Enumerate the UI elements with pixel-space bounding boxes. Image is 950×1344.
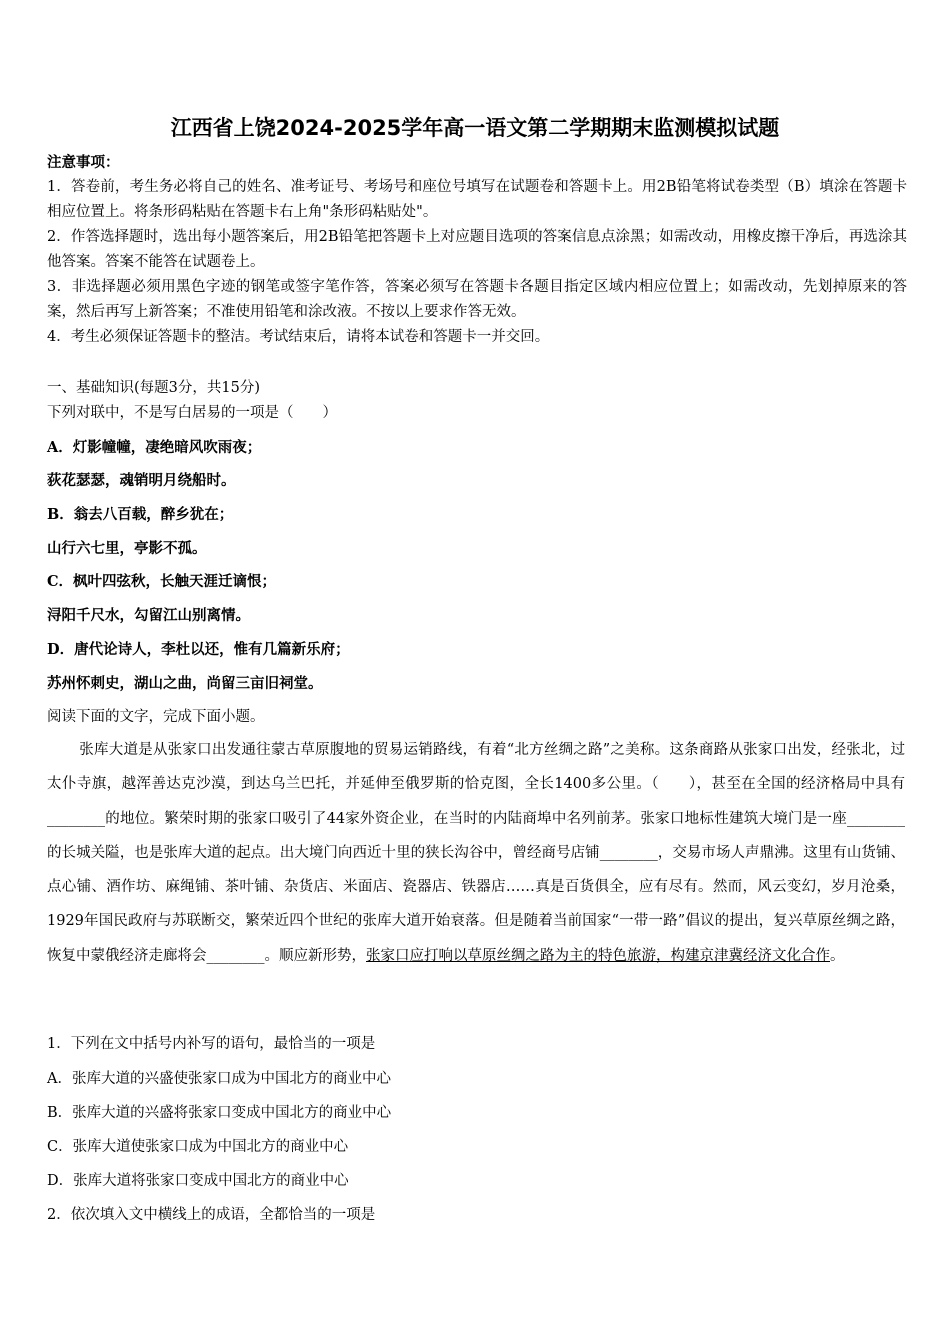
option-c-line1: C．枫叶四弦秋，长触天涯迁谪恨； (47, 573, 277, 590)
option-a-line1: A．灯影幢幢，凄绝暗风吹雨夜； (47, 439, 262, 456)
notice-item: 1．答卷前，考生务必将自己的姓名、准考证号、考场号和座位号填写在试题卷和答题卡上。用2B铅笔将试卷类型（B）填涂在答题卡相应位置上。将条形码粘贴在答题卡右上角"条形码粘贴处"。 (47, 179, 907, 220)
notice-item: 4．考生必须保证答题卡的整洁。考试结束后，请将本试卷和答题卡一并交回。 (47, 329, 550, 345)
section-heading: 一、基础知识(每题3分，共15分) (47, 380, 260, 396)
option-a-line2: 荻花瑟瑟，魂销明月绕船时。 (47, 472, 236, 489)
option-b-line2: 山行六七里，亭影不孤。 (47, 540, 207, 557)
question-stem: 下列对联中，不是写白居易的一项是（ ） (47, 405, 337, 421)
q1-option-c: C．张库大道使张家口成为中国北方的商业中心 (47, 1139, 349, 1155)
option-b-line1: B．翁去八百载，醉乡犹在； (47, 506, 234, 523)
passage-text: 张库大道是从张家口出发通往蒙古草原腹地的贸易运销路线，有着“北方丝绸之路”之美称。这条商路从张家口出发，经张北，过太仆寺旗，越浑善达克沙漠，到达乌兰巴托，并延伸至俄罗斯的恰克图，全长1400多公里。（ ），甚至在全国的经济格局中具有________的地位。繁荣时期的张家口吸引了44家外资企业，在当时的内陆商埠中名列前茅。张家口地标性建筑大境门是一座________的长城关隘，也是张库大道的起点。出大境门向西近十里的狭长沟谷中，曾经商号店铺________，交易市场人声鼎沸。这里有山货铺、点心铺、酒作坊、麻绳铺、茶叶铺、杂货店、米面店、瓷器店、铁器店……真是百货俱全，应有尽有。然而，风云变幻，岁月沧桑，1929年国民政府与苏联断交，繁荣近四个世纪的张库大道开始衰落。但是随着当前国家“一带一路”倡议的提出，复兴草原丝绸之路，恢复中蒙俄经济走廊将会________。顺应新形势， (47, 742, 905, 964)
notice-item: 3．非选择题必须用黑色字迹的钢笔或签字笔作答，答案必须写在答题卡各题目指定区域内相应位置上；如需改动，先划掉原来的答案，然后再写上新答案；不准使用铅笔和涂改液。不按以上要求作答无效。 (47, 279, 907, 320)
notice-heading: 注意事项： (47, 154, 120, 171)
q1-stem: 1．下列在文中括号内补写的语句，最恰当的一项是 (47, 1036, 376, 1052)
passage-underlined-sentence: 张家口应打响以草原丝绸之路为主的特色旅游，构建京津冀经济文化合作 (366, 947, 830, 964)
passage-end: 。 (830, 947, 845, 964)
q1-option-b: B．张库大道的兴盛将张家口变成中国北方的商业中心 (47, 1105, 392, 1121)
reading-passage (47, 733, 905, 973)
q1-option-d: D．张库大道将张家口变成中国北方的商业中心 (47, 1173, 349, 1189)
q2-stem: 2．依次填入文中横线上的成语，全都恰当的一项是 (47, 1207, 376, 1223)
notice-section (47, 150, 907, 350)
option-d-line1: D．唐代论诗人，李杜以还，惟有几篇新乐府； (47, 641, 350, 658)
option-c-line2: 浔阳千尺水，勾留江山别离情。 (47, 607, 250, 624)
q1-option-a: A．张库大道的兴盛使张家口成为中国北方的商业中心 (47, 1071, 391, 1087)
notice-item: 2．作答选择题时，选出每小题答案后，用2B铅笔把答题卡上对应题目选项的答案信息点涂黑；如需改动，用橡皮擦干净后，再选涂其他答案。答案不能答在试题卷上。 (47, 229, 907, 270)
page-title: 江西省上饶2024-2025学年高一语文第二学期期末监测模拟试题 (170, 116, 780, 140)
reading-intro: 阅读下面的文字，完成下面小题。 (47, 709, 265, 725)
option-d-line2: 苏州怀刺史，湖山之曲，尚留三亩旧祠堂。 (47, 675, 323, 692)
